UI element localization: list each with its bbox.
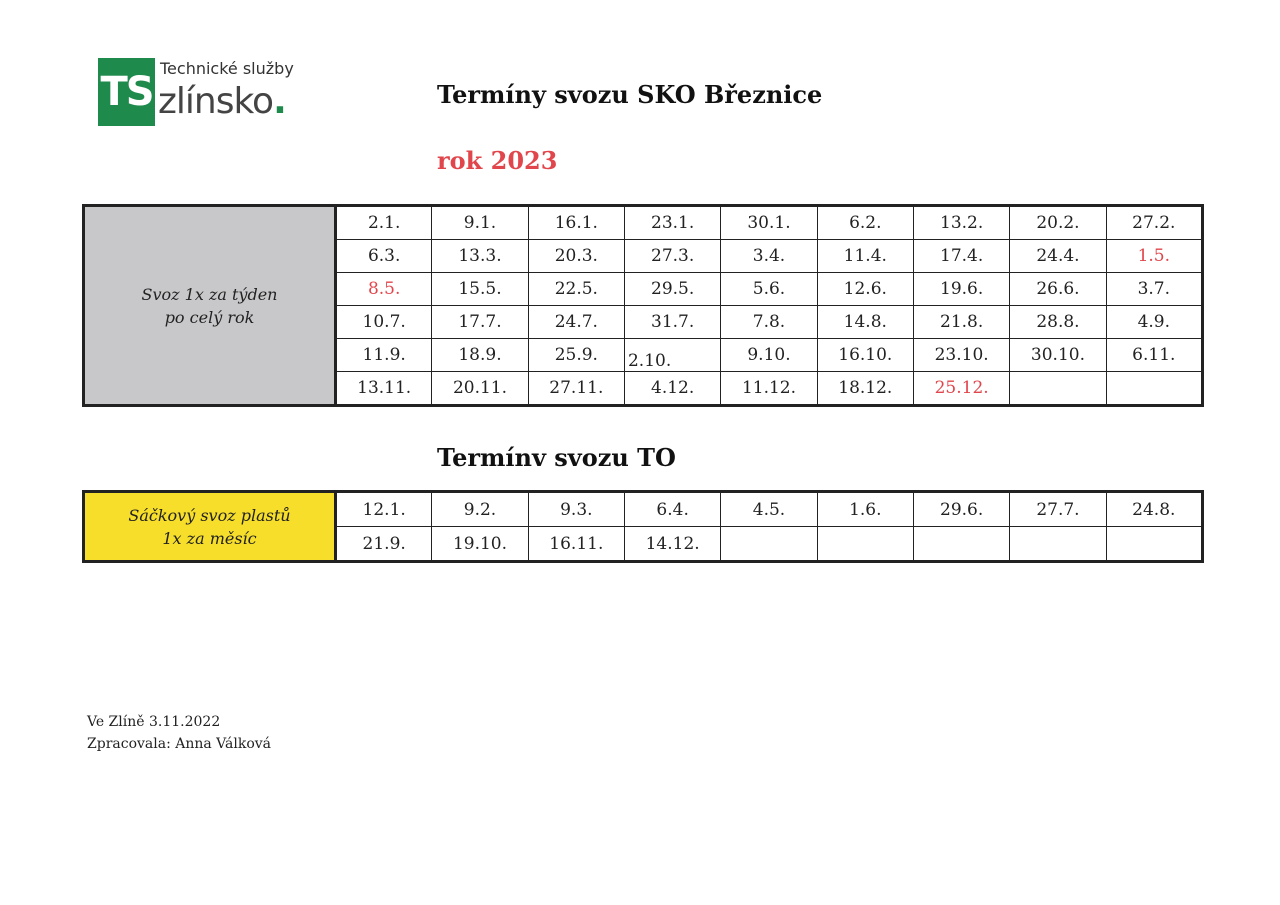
date-cell: 6.2. <box>817 206 913 240</box>
date-cell: 4.12. <box>624 372 720 406</box>
to-label-line-1: Sáčkový svoz plastů <box>128 505 291 525</box>
empty-cell <box>1010 527 1106 562</box>
date-cell: 6.3. <box>336 240 432 273</box>
empty-cell <box>721 527 817 562</box>
date-cell: 22.5. <box>528 273 624 306</box>
date-cell: 31.7. <box>624 306 720 339</box>
footer-place-date: Ve Zlíně 3.11.2022 <box>87 714 221 730</box>
date-cell: 18.12. <box>817 372 913 406</box>
logo-mark: TS <box>98 58 155 126</box>
footer-author: Zpracovala: Anna Válková <box>87 736 272 752</box>
date-cell: 19.6. <box>913 273 1009 306</box>
date-cell: 11.9. <box>336 339 432 372</box>
date-cell: 26.6. <box>1010 273 1106 306</box>
date-cell: 9.10. <box>721 339 817 372</box>
empty-cell <box>1010 372 1106 406</box>
sko-schedule-table <box>82 204 1204 407</box>
table-row <box>84 492 1203 527</box>
logo-main-word: zlínsko <box>158 81 274 122</box>
date-cell: 29.5. <box>624 273 720 306</box>
empty-cell <box>1106 527 1202 562</box>
company-logo <box>98 57 298 127</box>
date-cell: 27.7. <box>1010 492 1106 527</box>
date-cell: 30.10. <box>1010 339 1106 372</box>
date-cell: 12.6. <box>817 273 913 306</box>
date-cell: 28.8. <box>1010 306 1106 339</box>
to-label-line-2: 1x za měsíc <box>162 528 257 548</box>
date-cell: 13.2. <box>913 206 1009 240</box>
date-cell: 20.11. <box>432 372 528 406</box>
date-cell: 19.10. <box>432 527 528 562</box>
date-cell: 29.6. <box>913 492 1009 527</box>
to-schedule-table <box>82 490 1204 563</box>
date-cell: 20.2. <box>1010 206 1106 240</box>
date-cell: 24.4. <box>1010 240 1106 273</box>
date-cell: 6.11. <box>1106 339 1202 372</box>
empty-cell <box>1106 372 1202 406</box>
date-cell: 11.12. <box>721 372 817 406</box>
logo-dot: . <box>273 81 286 122</box>
date-cell: 18.9. <box>432 339 528 372</box>
table-row <box>84 206 1203 240</box>
date-cell: 9.2. <box>432 492 528 527</box>
date-cell: 13.3. <box>432 240 528 273</box>
date-cell: 24.7. <box>528 306 624 339</box>
date-cell: 21.8. <box>913 306 1009 339</box>
date-cell: 6.4. <box>624 492 720 527</box>
date-cell: 14.8. <box>817 306 913 339</box>
date-cell: 11.4. <box>817 240 913 273</box>
date-cell: 27.2. <box>1106 206 1202 240</box>
date-cell: 9.3. <box>528 492 624 527</box>
date-cell: 20.3. <box>528 240 624 273</box>
sko-label-line-2: po celý rok <box>164 307 255 327</box>
logo-main-text <box>158 81 286 122</box>
year-heading: rok 2023 <box>437 146 558 175</box>
date-cell: 1.6. <box>817 492 913 527</box>
date-cell: 2.10. <box>624 339 720 372</box>
date-cell: 2.1. <box>336 206 432 240</box>
to-row-label <box>84 492 336 562</box>
date-cell: 17.7. <box>432 306 528 339</box>
date-cell: 15.5. <box>432 273 528 306</box>
date-cell: 13.11. <box>336 372 432 406</box>
date-cell: 12.1. <box>336 492 432 527</box>
logo-top-text: Technické služby <box>160 59 294 78</box>
sko-row-label <box>84 206 336 406</box>
date-cell: 23.1. <box>624 206 720 240</box>
date-cell: 3.4. <box>721 240 817 273</box>
holiday-date-cell: 8.5. <box>336 273 432 306</box>
date-cell: 5.6. <box>721 273 817 306</box>
date-cell: 9.1. <box>432 206 528 240</box>
date-cell: 14.12. <box>624 527 720 562</box>
date-cell: 21.9. <box>336 527 432 562</box>
date-cell: 10.7. <box>336 306 432 339</box>
date-cell: 4.9. <box>1106 306 1202 339</box>
date-cell: 4.5. <box>721 492 817 527</box>
date-cell: 27.11. <box>528 372 624 406</box>
to-section-title: Termínv svozu TO <box>437 443 676 472</box>
date-cell: 16.1. <box>528 206 624 240</box>
sko-label-line-1: Svoz 1x za týden <box>141 284 278 304</box>
date-cell: 7.8. <box>721 306 817 339</box>
date-cell: 17.4. <box>913 240 1009 273</box>
date-cell: 16.10. <box>817 339 913 372</box>
holiday-date-cell: 25.12. <box>913 372 1009 406</box>
date-cell: 23.10. <box>913 339 1009 372</box>
date-cell: 24.8. <box>1106 492 1202 527</box>
holiday-date-cell: 1.5. <box>1106 240 1202 273</box>
empty-cell <box>913 527 1009 562</box>
date-cell: 3.7. <box>1106 273 1202 306</box>
date-cell: 25.9. <box>528 339 624 372</box>
date-cell: 27.3. <box>624 240 720 273</box>
date-cell: 30.1. <box>721 206 817 240</box>
empty-cell <box>817 527 913 562</box>
page-title: Termíny svozu SKO Březnice <box>437 80 823 109</box>
date-cell: 16.11. <box>528 527 624 562</box>
